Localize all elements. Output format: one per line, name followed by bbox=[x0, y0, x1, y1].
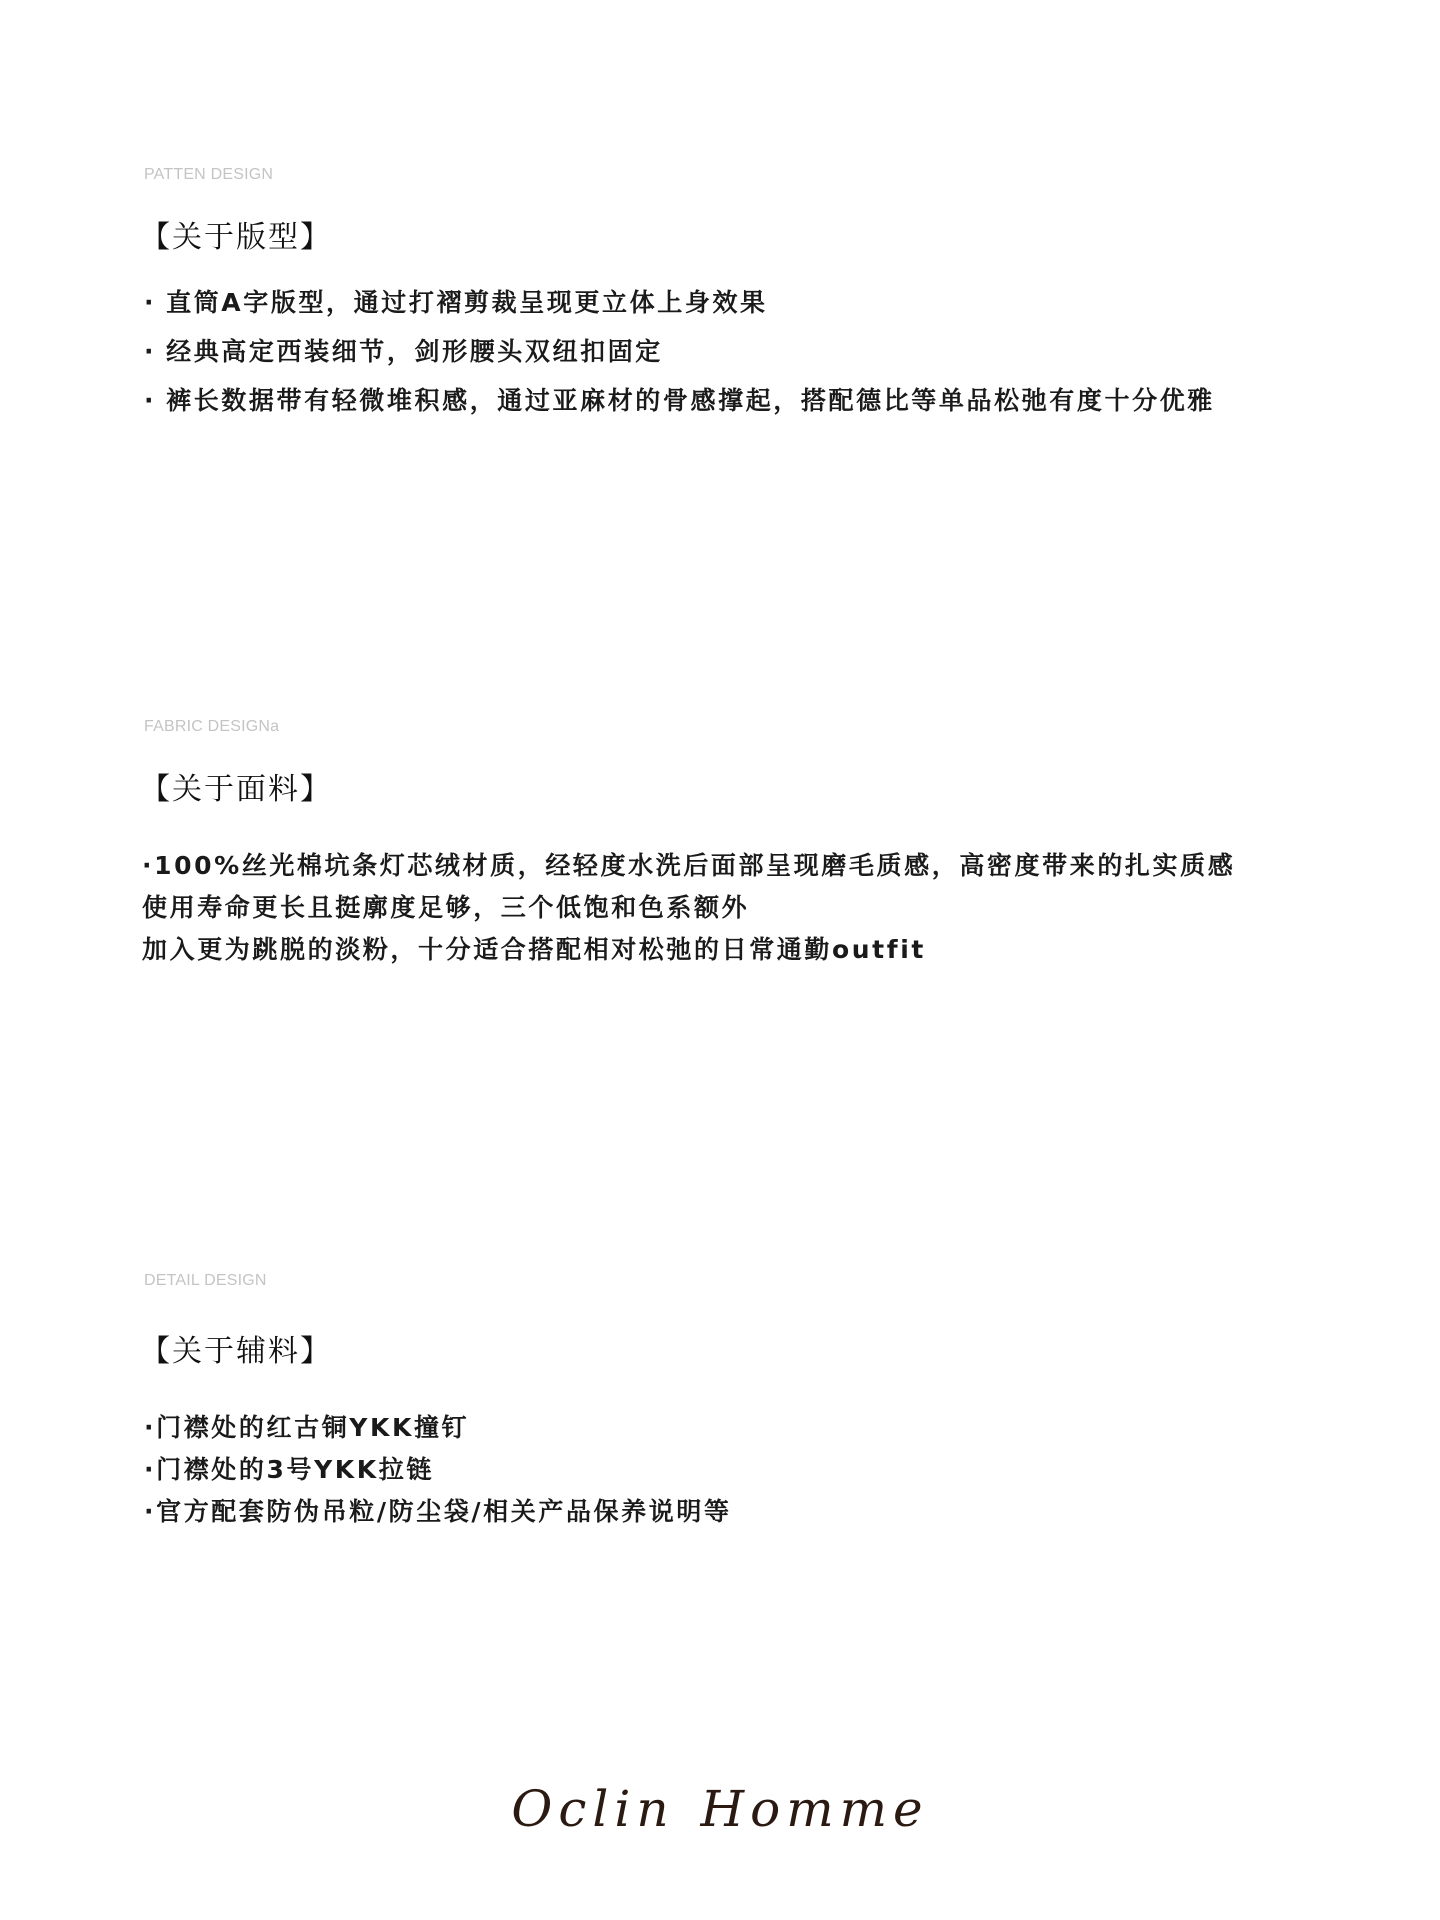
section-eyebrow: DETAIL DESIGN bbox=[144, 1272, 267, 1289]
bullet-dot-icon: · bbox=[144, 386, 157, 415]
section-heading: 【关于版型】 bbox=[140, 220, 332, 255]
feature-line: 加入更为跳脱的淡粉，十分适合搭配相对松弛的日常通勤outfit bbox=[142, 935, 926, 964]
feature-line: ·官方配套防伪吊粒/防尘袋/相关产品保养说明等 bbox=[144, 1497, 732, 1526]
bullet-dot-icon: · bbox=[144, 337, 157, 366]
feature-line: 使用寿命更长且挺廓度足够，三个低饱和色系额外 bbox=[142, 893, 750, 922]
logo-word-first: Oclin bbox=[511, 1780, 675, 1838]
section-eyebrow: FABRIC DESIGNa bbox=[144, 718, 280, 735]
feature-list bbox=[144, 278, 1215, 425]
feature-line: ·门襟处的3号YKK拉链 bbox=[144, 1455, 434, 1484]
feature-line: ·门襟处的红古铜YKK撞钉 bbox=[144, 1413, 470, 1442]
feature-line: · 直筒A字版型，通过打褶剪裁呈现更立体上身效果 bbox=[144, 278, 1215, 327]
section-heading: 【关于面料】 bbox=[140, 772, 332, 807]
brand-logo bbox=[0, 1780, 1440, 1838]
feature-list bbox=[144, 1407, 732, 1533]
section-heading: 【关于辅料】 bbox=[140, 1334, 332, 1369]
logo-word-second: Homme bbox=[700, 1780, 929, 1838]
feature-list bbox=[142, 845, 1235, 971]
feature-line: ·100%丝光棉坑条灯芯绒材质，经轻度水洗后面部呈现磨毛质感，高密度带来的扎实质感 bbox=[142, 851, 1236, 880]
feature-line: · 裤长数据带有轻微堆积感，通过亚麻材的骨感撑起，搭配德比等单品松弛有度十分优雅 bbox=[144, 376, 1215, 425]
bullet-dot-icon: · bbox=[144, 288, 157, 317]
section-eyebrow: PATTEN DESIGN bbox=[144, 166, 274, 183]
feature-line: · 经典高定西装细节，剑形腰头双纽扣固定 bbox=[144, 327, 1215, 376]
